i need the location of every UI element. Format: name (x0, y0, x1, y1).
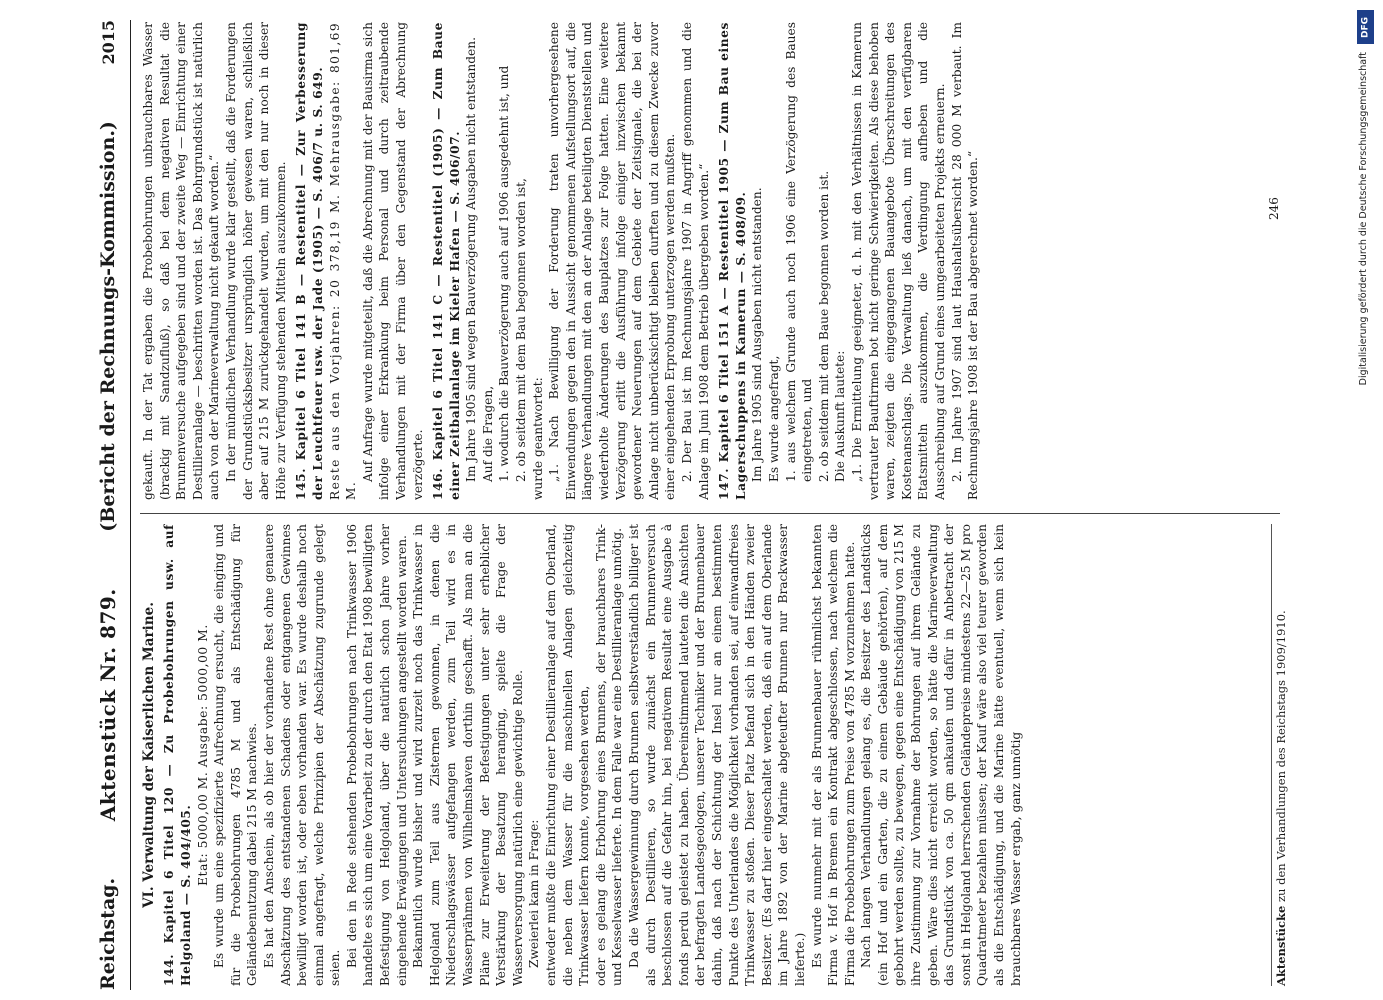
item-146-title: 146. Kapitel 6 Titel 141 C — Restentitel (1905) — Zum Baue einer Zeitballanlage im Kieler Hafen — S. 406/07. (431, 22, 462, 500)
dfg-logo: DFG (1357, 10, 1374, 44)
paragraph: Zweierlei kam in Frage: (527, 819, 542, 968)
paragraph: Da die Wassergewinnung durch Brunnen selbstverständlich billiger ist als durch Destillieren, so wurde zunächst ein Brunnenversuch beschlossen auf die Gefahr hin, bei negativem Resultat eine Ausgabe à fonds perdu geleistet zu haben. Übereinstimmend lauteten die Ansichten der befragten Landesgeologen, unserer Techniker und der Brunnenbauer dahin, daß nach der Schichtung der Insel nur an einem bestimmten Punkte des Unterlandes die Möglichkeit vorhanden sei, auf einwandfreies Trinkwasser zu stoßen. Dieser Platz befand sich in den Händen zweier Besitzer. (Es darf hier eingeschaltet werden, daß ein auf dem Oberlande im Jahre 1892 von der Marine abgeteufter Brunnen nur Brackwasser lieferte.) (626, 524, 807, 986)
document-page (40, 0, 1340, 1000)
left-column (140, 524, 1290, 986)
page-header (88, 20, 131, 990)
paragraph: Es wurde um eine spezifizierte Aufrechnung ersucht, die einging und für die Probebohrungen 4785 M und als Entschädigung für Geländebenutzung dabei 215 M nachwies. (212, 524, 260, 986)
right-column (140, 22, 1290, 500)
item-145-title: 145. Kapitel 6 Titel 141 B — Restentitel — Zur Verbesserung der Leuchtfeuer usw. der Jade (1905) — S. 406/7 u. S. 649. (294, 22, 325, 500)
item-147-reply-1: „1. Die Ermittelung geeigneter, d. h. mit den Verhältnissen in Kamerun vertrauter Bauftirmen bot nicht geringe Schwierigkeiten. Als diese behoben waren, zeigten die eingegangenen Bauangebote Überschreitungen des Kostenanschlags. Die Verwaltung ließ danach, um mit den verfügbaren Etatsmitteln auszukommen, die Verdingung aufheben und die Ausschreibung auf Grund eines umgearbeiteten Projekts erneuern. (849, 22, 947, 500)
paragraph: Bekanntlich wurde bisher und wird zurzeit noch das Trinkwasser in Helgoland zum Teil aus Zisternen gewonnen, in denen die Niederschlagswässer aufgefangen werden, zum Teil wird es in Wasserprähmen von Wilhelmshaven dorthin geschafft. Als man an die Pläne zur Erweiterung der Befestigungen unter sehr erheblicher Verstärkung der Besatzung heranging, spielte die Frage der Wasserversorgung natürlich eine gewichtige Rolle. (411, 524, 525, 986)
section-title: VI. Verwaltung der Kaiserlichen Marine. (141, 602, 157, 908)
item-145-text: Auf Anfrage wurde mitgeteilt, daß die Abrechnung mit der Bausirma sich infolge einer Erkrankung beim Personal und durch zeitraubende Verhandlungen mit der Firma über den Gegenstand der Abrechnung verzögerte. (360, 22, 425, 500)
paragraph: oder es gelang die Erbohrung eines Brunnens, der brauchbares Trink- und Kesselwasser lieferte. In dem Falle war eine Destillieranlage unnötig. (593, 524, 625, 986)
header-left: Reichstag. (97, 877, 120, 990)
bottom-page-number: 246 (1266, 197, 1281, 220)
item-146-questions-intro: Auf die Fragen, (480, 385, 495, 482)
header-center: Aktenstück Nr. 879. (96, 588, 121, 822)
item-146-answer-1: „1. Nach Bewilligung der Forderung traten unvorhergesehene Einwendungen gegen den in Aussicht genommenen Aufstellungsort auf, die längere Verhandlungen mit den an der Anlage beteiligten Dienststellen und wiederholte Änderungen des Bauplatzes zur Folge hatten. Eine weitere Verzögerung erlitt die Ausführung infolge einiger inzwischen bekannt gewordener Neuerungen auf dem Gebiete der Zeitsignale, die bei der Anlage nicht unberücksichtigt bleiben durften und zu diesem Zwecke zuvor einer eingehenden Erprobung unterzogen werden mußten. (547, 22, 678, 500)
item-144-title: 144. Kapitel 6 Titel 120 — Zu Probebohrungen usw. auf Helgoland — S. 404/405. (162, 524, 193, 986)
item-146-question-1: 1. wodurch die Bauverzögerung auch auf 1906 ausgedehnt ist, und (497, 65, 512, 482)
item-147-asked: Es wurde angefragt, (766, 355, 781, 482)
item-147-text: Im Jahre 1905 sind Ausgaben nicht entstanden. (750, 187, 765, 482)
item-147-title: 147. Kapitel 6 Titel 151 A — Restentitel 1905 — Zum Bau eines Lagerschuppens in Kamerun — S. 408/09. (717, 22, 748, 500)
item-146-answered: wurde geantwortet: (530, 377, 545, 500)
item-146-question-2: 2. ob seitdem mit dem Bau begonnen worden ist, (514, 178, 529, 482)
paragraph: Nach langen Verhandlungen gelang es, die Besitzer des Landstücks (ein Hof und ein Garten, die zu einem Gebäude gehörten), auf dem gebohrt werden sollte, zu bewegen, gegen eine Entschädigung von 215 M ihre Zustimmung zur Vornahme der Bohrungen auf ihrem Gelände zu geben. Wäre dies nicht erreicht worden, so hätte die Marineverwaltung das Grundstück von ca. 50 qm ankaufen und dafür in Anbetracht der sonst in Helgoland herrschenden Geländepreise mindestens 22—25 M pro Quadratmeter bezahlen müssen; der Kauf wäre also viel teurer geworden als die Entschädigung, und die Marine hätte eventuell, wenn sich kein brauchbares Wasser ergab, ganz unnötig (859, 524, 1023, 986)
dfg-credit-text: Digitalisierung gefördert durch die Deutsche Forschungsgemeinschaft (1358, 52, 1369, 386)
item-144-etat: Etat: 5000,00 M. Ausgabe: 5000,00 M. (195, 624, 210, 886)
paragraph: entweder mußte die Einrichtung einer Destillieranlage auf dem Oberland, die neben dem Wasser für die maschinellen Anlagen gleichzeitig Trinkwasser liefern konnte, vorgesehen werden, (544, 524, 592, 986)
paragraph: Es wurde nunmehr mit der als Brunnenbauer rühmlichst bekannten Firma v. Hof in Bremen ein Kontrakt abgeschlossen, nach welchem die Firma die Probebohrungen zum Preise von 4785 M vorzunehmen hatte. (809, 524, 857, 986)
footer-text: zu den Verhandlungen des Reichstags 1909/1910. (1274, 610, 1289, 903)
paragraph: In der mündlichen Verhandlung wurde klar gestellt, daß die Forderungen der Grundstücksbesitzer ursprünglich höher gewesen waren, schließlich aber auf 215 M zurückgehandelt wurden, um mit den nur noch in dieser Höhe zur Verfügung stehenden Mitteln auszukommen. (223, 22, 288, 500)
header-page-number: 2015 (99, 20, 119, 65)
item-146-text: Im Jahre 1905 sind wegen Bauverzögerung Ausgaben nicht entstanden. (464, 37, 479, 482)
paragraph: Bei den in Rede stehenden Probebohrungen nach Trinkwasser 1906 handelte es sich um eine Vorarbeit zu der durch den Etat 1908 bewilligten Befestigung von Helgoland, über die natürlich schon Jahre vorher eingehende Erwägungen und Untersuchungen angestellt worden waren. (344, 524, 409, 986)
column-divider (140, 513, 1280, 514)
header-right: (Bericht der Rechnungs-Kommission.) (97, 121, 120, 532)
item-147-question-2: 2. ob seitdem mit dem Baue begonnen worden ist. (816, 170, 831, 482)
dfg-sidebar (1355, 6, 1377, 996)
page-footer (1271, 524, 1290, 986)
paragraph: Es hat den Anschein, als ob hier der vorhandene Rest ohne genauere Abschätzung des entstandenen Schadens oder entgangenen Gewinnes bewilligt worden ist, oder eben vorhanden war. Es wurde deshalb noch einmal angefragt, welche Prinzipien der Abschätzung zugrunde gelegt seien. (261, 524, 343, 986)
item-145-reste: Reste aus den Vorjahren: 20 378,19 M. Mehrausgabe: 801,69 M. (327, 22, 359, 500)
item-146-answer-2: 2. Der Bau ist im Rechnungsjahre 1907 in Angriff genommen und die Anlage im Juni 1908 dem Betrieb übergeben worden.“ (680, 22, 711, 500)
item-147-reply-intro: Die Auskunft lautete: (833, 350, 848, 482)
paragraph: gekauft. In der Tat ergaben die Probebohrungen unbrauchbares Wasser (brackig mit Sandzufluß), so daß bei dem negativen Resultat die Brunnenversuche aufgegeben sind und der zweite Weg — Einrichtung einer Destillieranlage — beschritten worden ist. Das Bohrgrundstück ist natürlich auch von der Marineverwaltung nicht gekauft worden.“ (141, 22, 222, 500)
footer-label: Aktenstücke (1274, 905, 1289, 986)
item-147-question-1: 1. aus welchem Grunde auch noch 1906 eine Verzögerung des Baues eingetreten, und (783, 22, 815, 482)
item-147-reply-2: 2. Im Jahre 1907 sind laut Haushaltsübersicht 28 000 M verbaut. Im Rechnungsjahre 1908 ist der Bau abgerechnet worden.“ (949, 22, 981, 500)
